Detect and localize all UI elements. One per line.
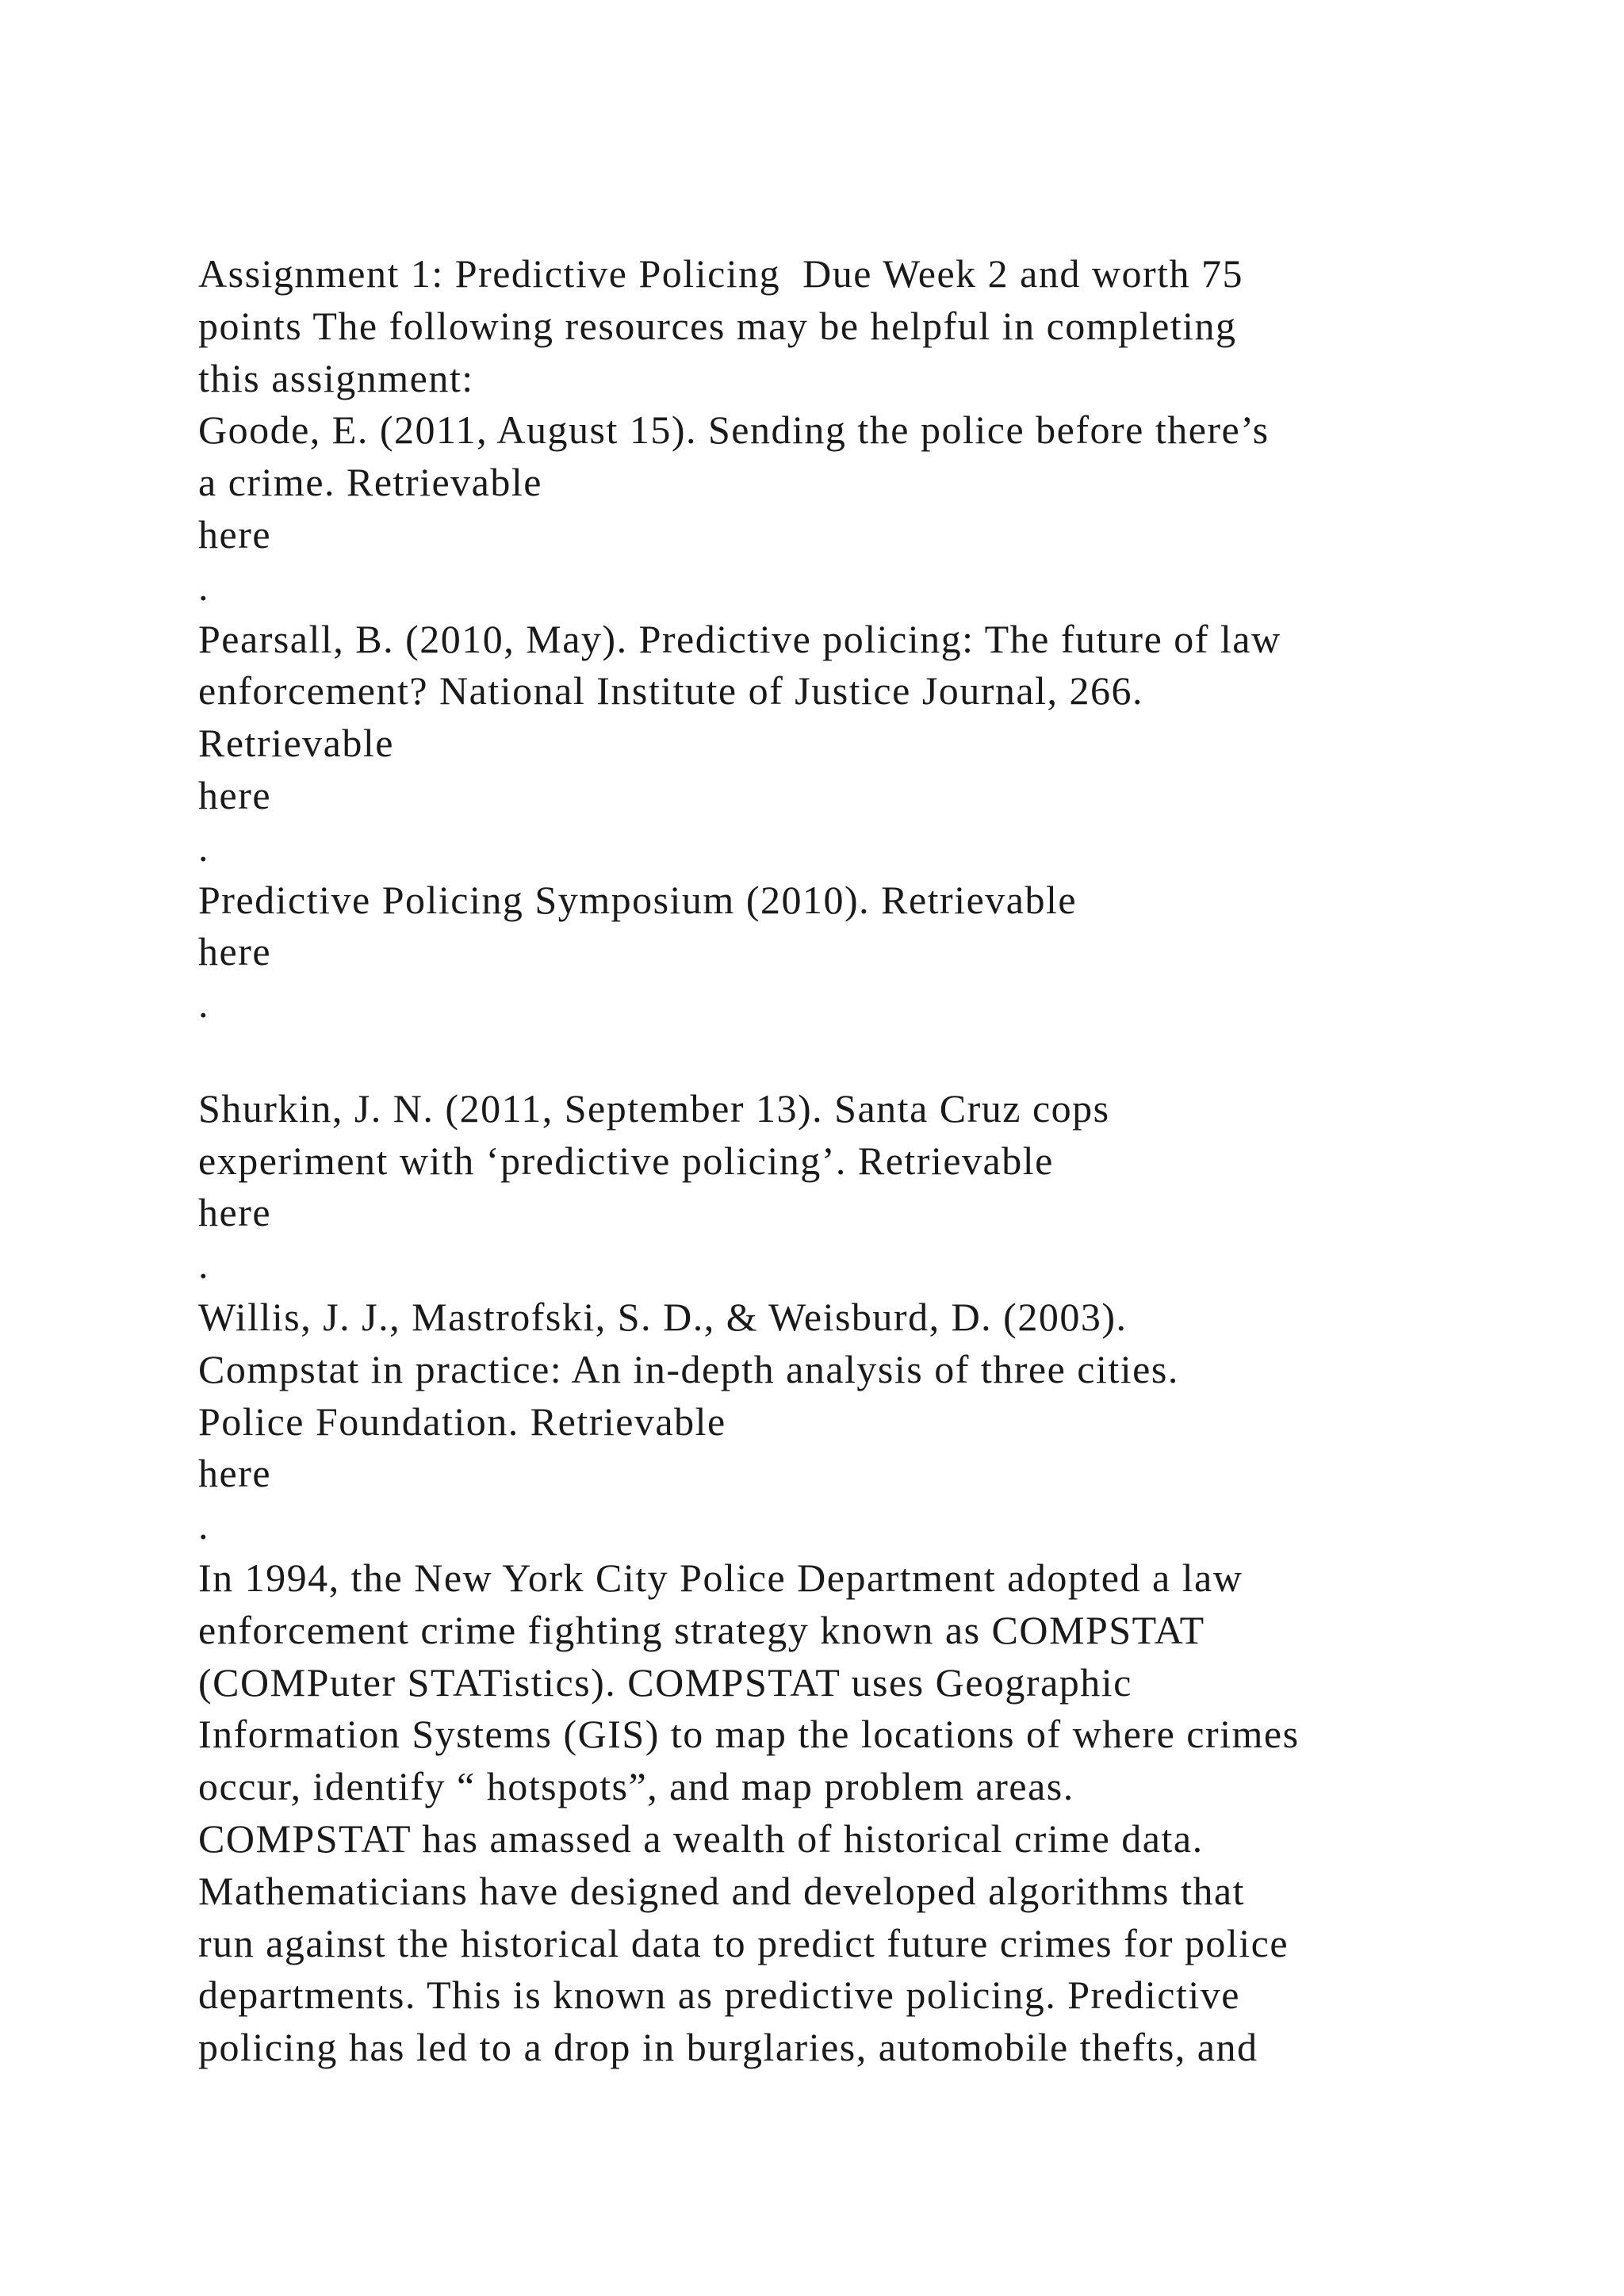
text-line: . [198,564,209,609]
text-line: enforcement? National Institute of Justice Journal, 266. [198,668,1144,714]
link-text[interactable]: here [198,1190,272,1235]
text-line: Police Foundation. Retrievable [198,1399,726,1444]
text-line: policing has led to a drop in burglaries, automobile thefts, and [198,2025,1258,2070]
text-line: . [198,982,209,1027]
text-line: Shurkin, J. N. (2011, September 13). Santa Cruz cops [198,1085,1110,1131]
text-line: COMPSTAT has amassed a wealth of historical crime data. [198,1816,1204,1861]
document-body [198,248,1507,2074]
text-line: enforcement crime fighting strategy known as COMPSTAT [198,1607,1205,1652]
text-line: a crime. Retrievable [198,460,542,505]
text-line: . [198,1242,209,1288]
text-line: Retrievable [198,721,394,766]
text-line: points The following resources may be helpful in completing [198,303,1237,348]
text-line: departments. This is known as predictive policing. Predictive [198,1973,1240,2018]
text-line: run against the historical data to predict future crimes for police [198,1920,1289,1965]
link-text[interactable]: here [198,511,272,557]
text-line: Goode, E. (2011, August 15). Sending the police before there’s [198,408,1270,453]
text-line: experiment with ‘predictive policing’. Retrievable [198,1138,1054,1183]
text-line: Predictive Policing Symposium (2010). Retrievable [198,877,1078,922]
link-text[interactable]: here [198,1451,272,1496]
text-line: this assignment: [198,355,474,400]
text-line: . [198,825,209,870]
text-line: In 1994, the New York City Police Department adopted a law [198,1555,1243,1600]
text-line: Assignment 1: Predictive Policing Due Week 2 and worth 75 [198,251,1243,296]
text-line: (COMPuter STATistics). COMPSTAT uses Geographic [198,1659,1132,1705]
text-line: Willis, J. J., Mastrofski, S. D., & Weisburd, D. (2003). [198,1294,1128,1339]
text-line: occur, identify “ hotspots”, and map problem areas. [198,1764,1074,1809]
text-line: Pearsall, B. (2010, May). Predictive policing: The future of law [198,616,1281,661]
link-text[interactable]: here [198,772,272,817]
blank-line [198,1031,1507,1083]
text-line: Mathematicians have designed and developed algorithms that [198,1868,1245,1913]
text-line: . [198,1503,209,1548]
text-line: Information Systems (GIS) to map the locations of where crimes [198,1712,1300,1757]
link-text[interactable]: here [198,929,272,974]
text-line: Compstat in practice: An in-depth analysis of three cities. [198,1346,1179,1391]
